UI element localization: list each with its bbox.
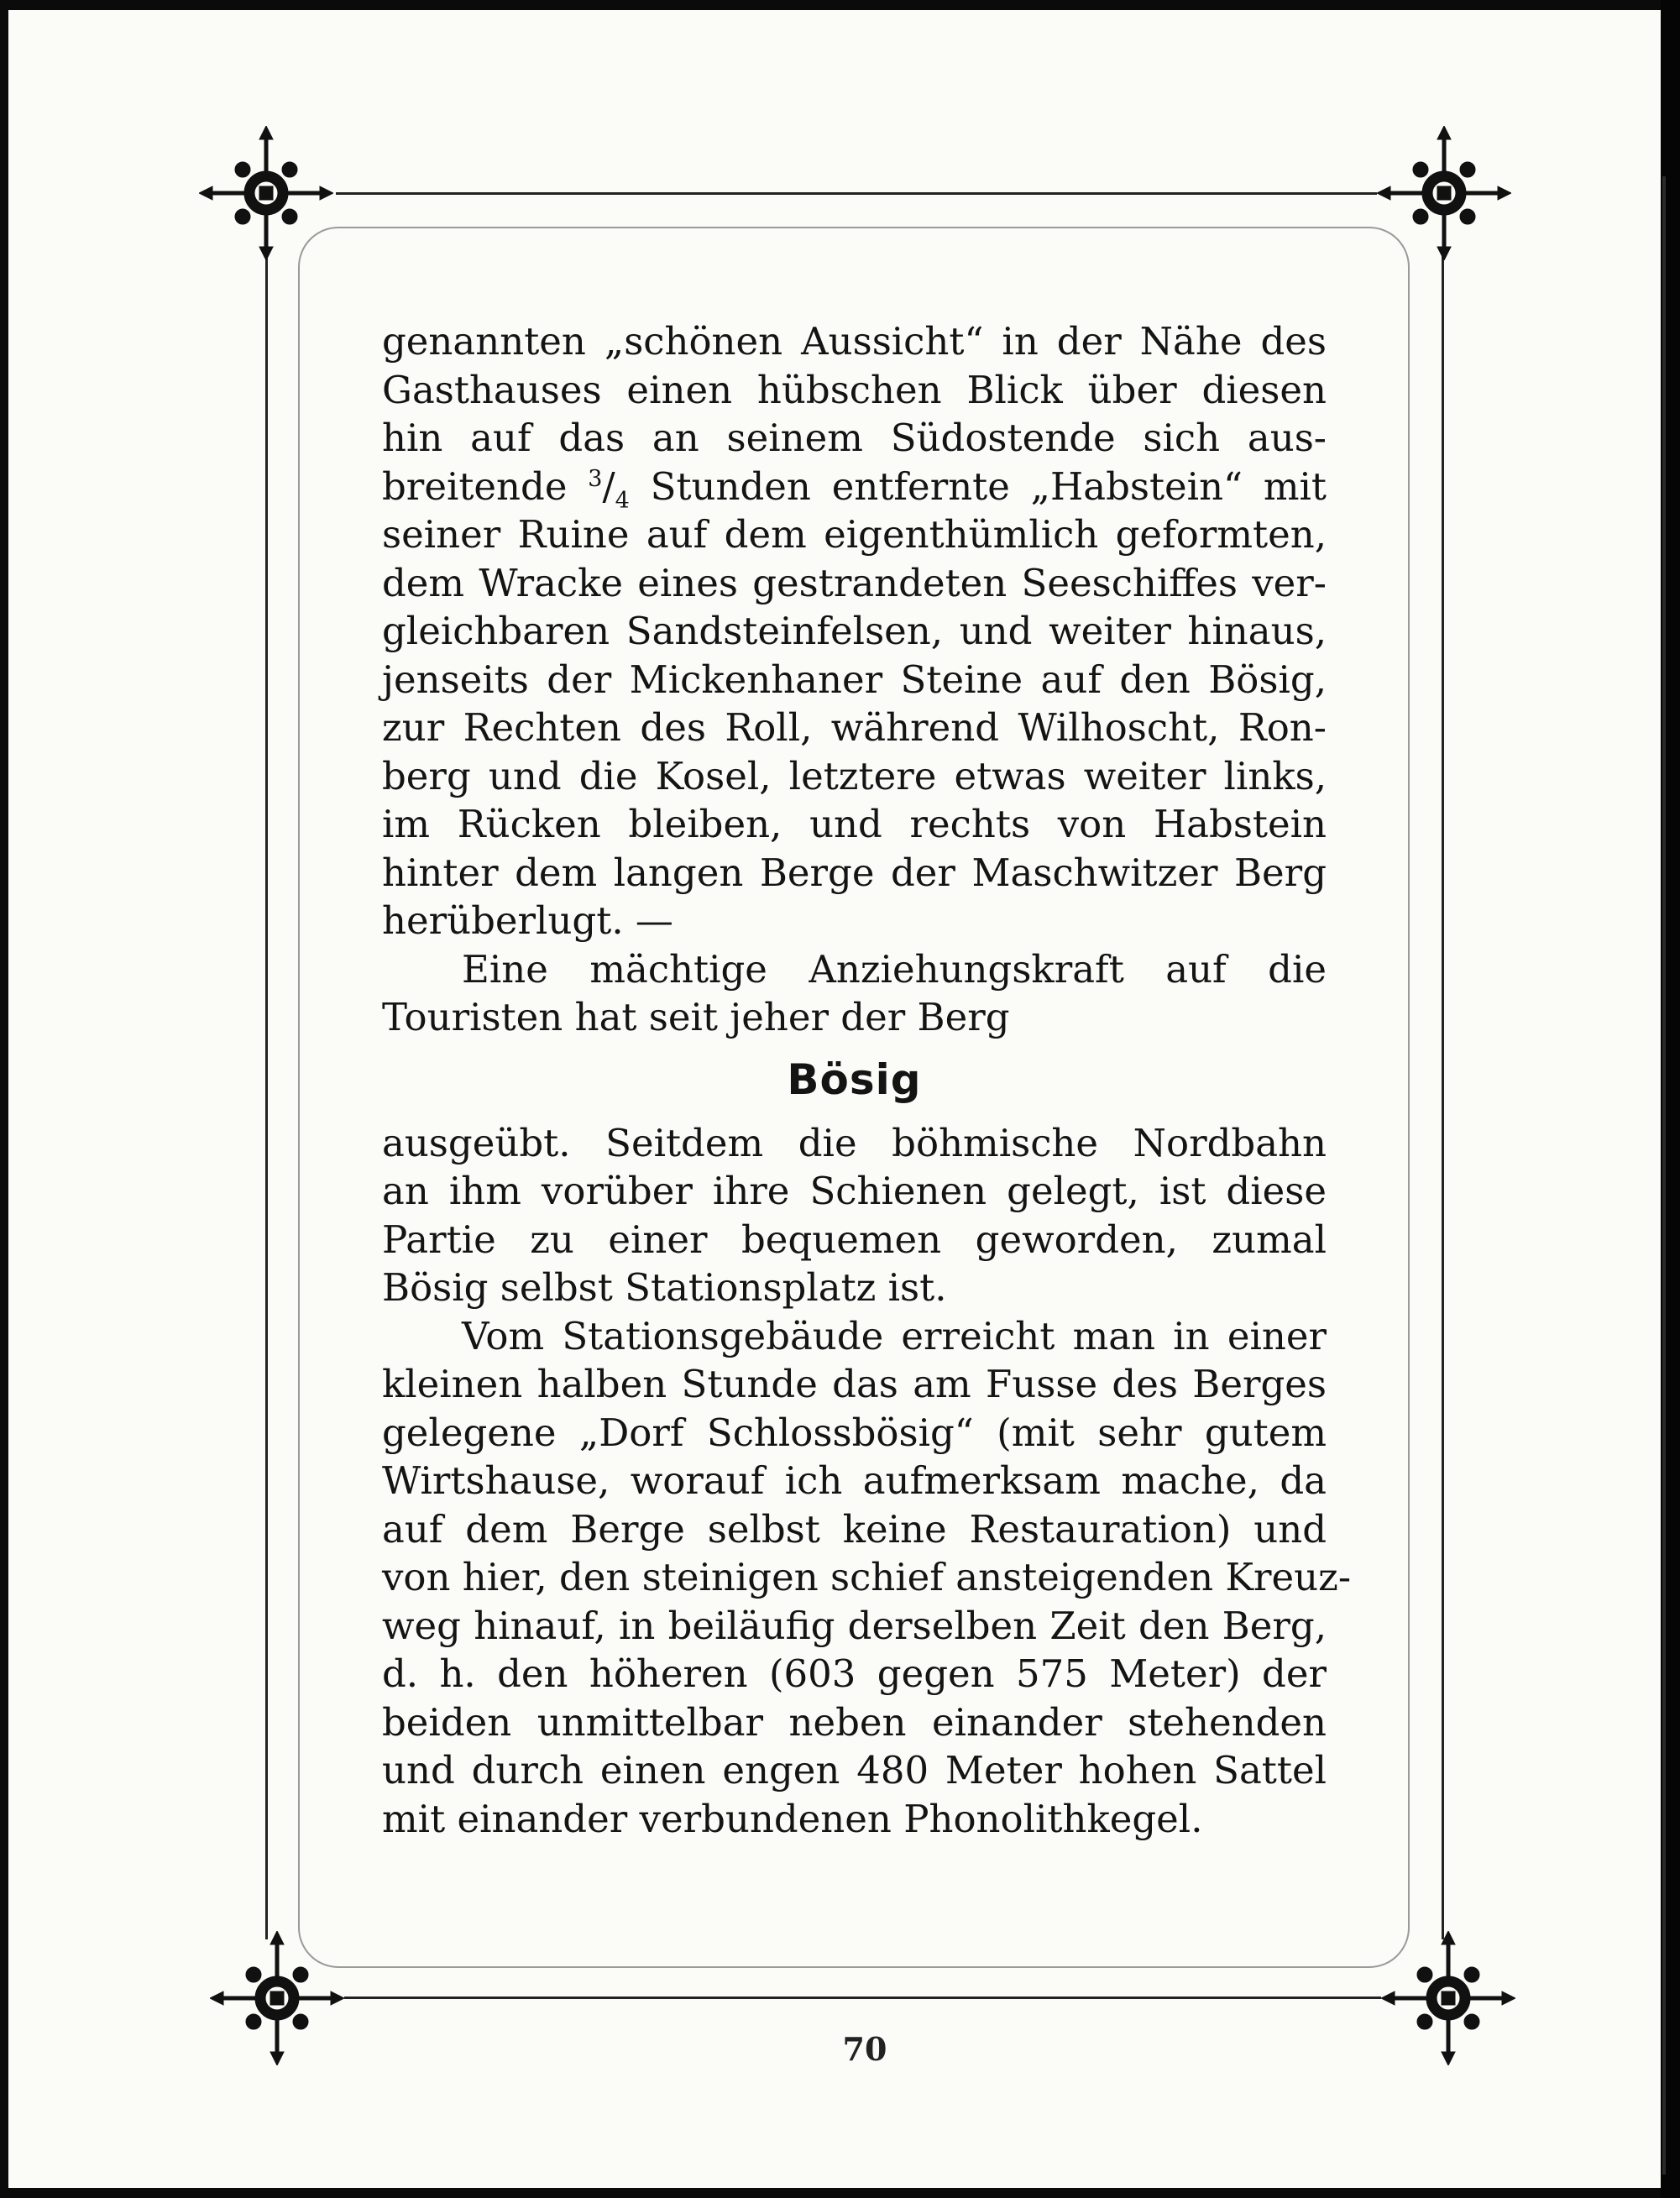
text-line: genannten „schönen Aussicht“ in der Nähe des (382, 319, 1327, 364)
spine-edge (1662, 176, 1666, 2174)
corner-ornament-icon (1381, 1931, 1515, 2065)
text-line: und durch einen engen 480 Meter hohen Sattel (382, 1748, 1327, 1792)
text-line: herüberlugt. — (382, 898, 673, 943)
text-line: jenseits der Mickenhaner Steine auf den Bösig, (382, 657, 1327, 702)
corner-ornament-icon (199, 126, 333, 260)
corner-ornament-icon (1377, 126, 1511, 260)
text-line: an ihm vorüber ihre Schienen gelegt, ist diese (382, 1169, 1327, 1213)
text-line: auf dem Berge selbst keine Restauration) und (382, 1506, 1327, 1552)
text-line: breitende $^3/_4$ Stunden entfernte „Habstein“ mit (382, 463, 1327, 514)
text-line: dem Wracke eines gestrandeten Seeschiffes ver- (382, 560, 1327, 605)
fraction-denominator: 4 (615, 487, 630, 514)
text-line: von hier, den steinigen schief ansteigenden Kreuz- (382, 1555, 1352, 1599)
text-line: Touristen hat seit jeher der Berg (382, 995, 1010, 1039)
text-line: Vom Stationsgebäude erreicht man in einer (462, 1313, 1327, 1358)
text-line: d. h. den höheren (603 gegen 575 Meter) der (382, 1651, 1327, 1696)
text-line: Wirtshause, worauf ich aufmerksam mache, da (382, 1458, 1327, 1503)
text-line: zur Rechten des Roll, während Wilhoscht, Ron- (382, 705, 1327, 750)
text-line: Partie zu einer bequemen geworden, zumal (382, 1217, 1327, 1262)
text-line: ausgeübt. Seitdem die böhmische Nordbahn (382, 1120, 1327, 1165)
text-line: gelegene „Dorf Schlossbösig“ (mit sehr gutem (382, 1410, 1327, 1455)
text-fragment: breitende (382, 463, 568, 509)
text-line: Gasthauses einen hübschen Blick über diesen (382, 367, 1327, 412)
text-line: hin auf das an seinem Südostende sich aus- (382, 416, 1327, 460)
text-line: berg und die Kosel, letztere etwas weiter links, (382, 753, 1327, 798)
frame-right-rule (1442, 252, 1444, 1939)
text-line: weg hinauf, in beiläufig derselben Zeit den Berg, (382, 1603, 1327, 1648)
section-heading: Bösig (787, 1055, 922, 1104)
text-line: mit einander verbundenen Phonolithkegel. (382, 1796, 1203, 1841)
text-line: gleichbaren Sandsteinfelsen, und weiter hinaus, (382, 609, 1327, 653)
page-number: 70 (842, 2030, 887, 2068)
fraction-numerator: 3 (588, 465, 603, 492)
frame-bottom-rule (344, 1997, 1381, 1999)
text-line: beiden unmittelbar neben einander stehenden (382, 1699, 1327, 1745)
text-line: im Rücken bleiben, und rechts von Habstein (382, 802, 1327, 846)
text-fragment: Stunden entfernte „Habstein“ mit (650, 463, 1327, 509)
body-text (382, 317, 1352, 1843)
text-line: Bösig selbst Stationsplatz ist. (382, 1265, 947, 1310)
text-line: Eine mächtige Anziehungskraft auf die (462, 946, 1327, 992)
frame-left-rule (265, 252, 268, 1939)
frame-top-rule (336, 192, 1377, 195)
text-line: kleinen halben Stunde das am Fusse des Berges (382, 1362, 1327, 1406)
text-line: seiner Ruine auf dem eigenthümlich geformten, (382, 512, 1327, 557)
text-line: hinter dem langen Berge der Maschwitzer Berg (382, 850, 1327, 895)
corner-ornament-icon (210, 1931, 344, 2065)
